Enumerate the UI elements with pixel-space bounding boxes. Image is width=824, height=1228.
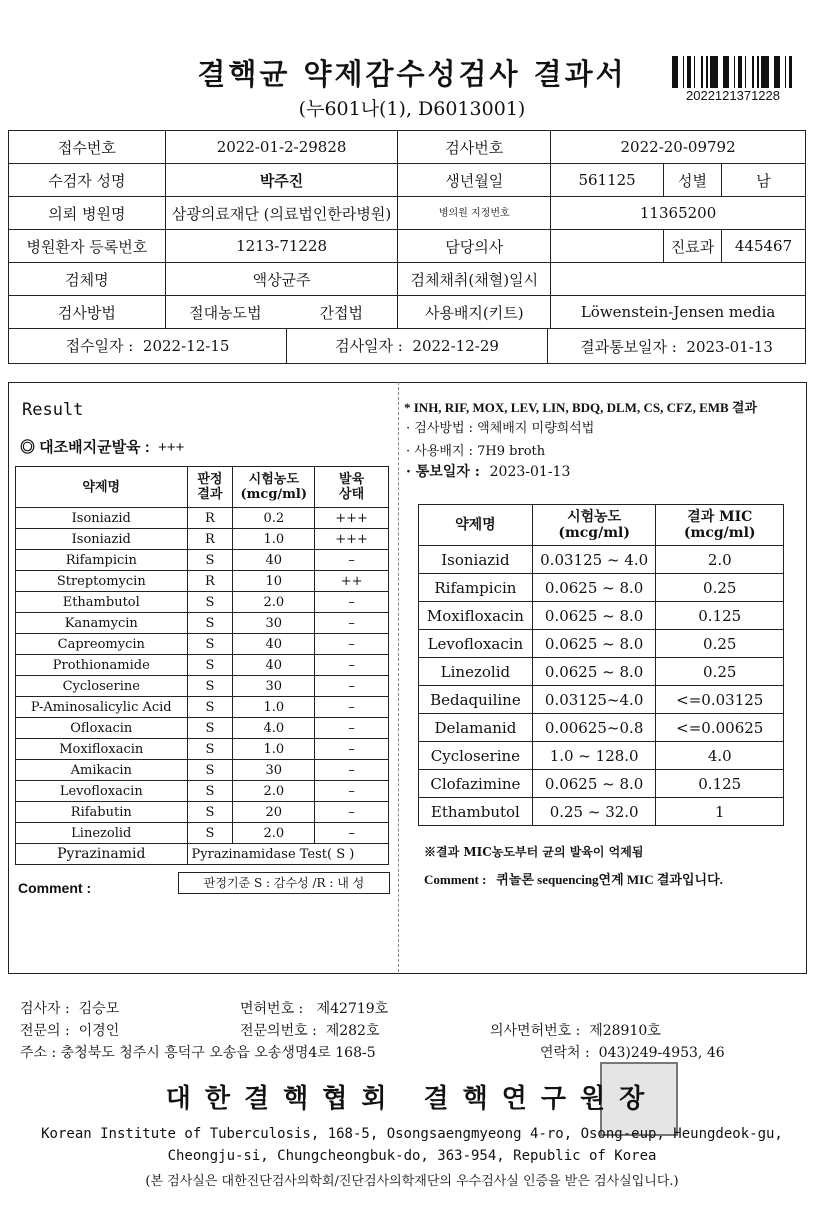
lt-cell-3: – [315, 781, 389, 802]
rt-header-0: 약제명 [419, 505, 533, 546]
table-row [16, 718, 389, 739]
table-row [419, 574, 784, 602]
barcode-bar [757, 56, 759, 88]
rt-cell-0: Rifampicin [419, 574, 533, 602]
lt-cell-2: 20 [233, 802, 315, 823]
sex-value: 남 [721, 164, 805, 197]
lt-cell-1: S [187, 613, 233, 634]
institute-address-en-2: Cheongju-si, Chungcheongbuk-do, 363-954, Republic of Korea [167, 1148, 657, 1164]
rt-cell-1: 1.0 ~ 128.0 [532, 742, 656, 770]
lt-cell-0: Rifampicin [16, 550, 188, 571]
lt-header-3: 발육 상태 [315, 467, 389, 508]
rt-header-2: 결과 MIC (mcg/ml) [656, 505, 784, 546]
lt-cell-1: S [187, 634, 233, 655]
barcode-bar [710, 56, 713, 88]
table-row [419, 798, 784, 826]
table-row [419, 742, 784, 770]
collect-label: 검체채취(채혈)일시 [398, 263, 551, 296]
table-row [16, 697, 389, 718]
rt-cell-0: Bedaquiline [419, 686, 533, 714]
lt-cell-1: S [187, 760, 233, 781]
barcode-bar [672, 56, 675, 88]
lt-cell-1: S [187, 802, 233, 823]
lt-cell-3: – [315, 823, 389, 844]
tester-license: 면허번호 : 제42719호 [240, 1001, 389, 1017]
rt-cell-0: Isoniazid [419, 546, 533, 574]
rt-header-1: 시험농도 (mcg/ml) [532, 505, 656, 546]
hospital-name: 삼광의료재단 (의료법인한라병원) [165, 197, 398, 230]
doctor-license: 의사면허번호 : 제28910호 [490, 1023, 661, 1039]
table-row [419, 602, 784, 630]
receipt-date: 접수일자 : 2022-12-15 [9, 329, 287, 363]
method-2: 간접법 [285, 296, 398, 329]
barcode-bar [774, 56, 777, 88]
lt-cell-1: S [187, 655, 233, 676]
mic-media: · 사용배지 : 7H9 broth [406, 444, 546, 459]
receipt-no-label: 접수번호 [9, 131, 166, 164]
document-title: 결핵균 약제감수성검사 결과서 [197, 57, 627, 91]
rt-cell-0: Cycloserine [419, 742, 533, 770]
rt-cell-2: <=0.03125 [656, 686, 784, 714]
barcode-bar [701, 56, 703, 88]
lt-cell-0: P-Aminosalicylic Acid [16, 697, 188, 718]
rt-cell-2: 0.25 [656, 630, 784, 658]
criteria-box: 판정기준 S : 감수성 /R : 내 성 [178, 872, 390, 894]
table-row [16, 592, 389, 613]
patient-name: 박주진 [165, 164, 398, 197]
specimen-label: 검체명 [9, 263, 166, 296]
lt-cell-3: – [315, 550, 389, 571]
rt-cell-0: Ethambutol [419, 798, 533, 826]
lt-cell-2: 2.0 [233, 592, 315, 613]
lt-cell-0: Isoniazid [16, 529, 188, 550]
table-row [16, 571, 389, 592]
barcode-bar [687, 56, 690, 88]
table-row [16, 781, 389, 802]
lt-cell-2: 30 [233, 760, 315, 781]
table-row [16, 739, 389, 760]
divider [398, 382, 399, 972]
media-label: 사용배지(키트) [398, 296, 551, 329]
sex-label: 성별 [664, 164, 722, 197]
lt-cell-2: 30 [233, 613, 315, 634]
lt-cell-3: – [315, 613, 389, 634]
left-comment-label: Comment : [18, 880, 92, 896]
lt-cell-0: Capreomycin [16, 634, 188, 655]
doctor-name [551, 230, 664, 263]
lt-cell-0: Isoniazid [16, 508, 188, 529]
lt-cell-2: 1.0 [233, 739, 315, 760]
test-date: 검사일자 : 2022-12-29 [287, 329, 548, 363]
barcode-bar [690, 56, 691, 88]
table-row [16, 550, 389, 571]
table-row [16, 760, 389, 781]
barcode-bar [734, 56, 735, 88]
lt-cell-1: S [187, 550, 233, 571]
rt-cell-1: 0.03125~4.0 [532, 686, 656, 714]
rt-cell-0: Clofazimine [419, 770, 533, 798]
tester: 검사자 : 김승모 [20, 1001, 120, 1017]
barcode-image [672, 56, 792, 88]
table-row [16, 676, 389, 697]
rt-cell-1: 0.00625~0.8 [532, 714, 656, 742]
specialist: 전문의 : 이경인 [20, 1023, 120, 1039]
lt-cell-0: Moxifloxacin [16, 739, 188, 760]
lt-cell-3: – [315, 697, 389, 718]
rt-cell-2: 1 [656, 798, 784, 826]
barcode-bar [785, 56, 786, 88]
lt-cell-1: S [187, 697, 233, 718]
rt-cell-2: 0.25 [656, 658, 784, 686]
lt-cell-1: S [187, 592, 233, 613]
method-1: 절대농도법 [165, 296, 285, 329]
specimen-value: 액상균주 [165, 263, 398, 296]
test-no-label: 검사번호 [398, 131, 551, 164]
lt-cell-3: – [315, 760, 389, 781]
table-row [16, 613, 389, 634]
rt-cell-2: 0.125 [656, 770, 784, 798]
lt-cell-0: Streptomycin [16, 571, 188, 592]
lt-cell-1: R [187, 571, 233, 592]
media-value: Löwenstein-Jensen media [551, 296, 806, 329]
barcode-number: 2022121371228 [686, 88, 780, 103]
barcode-bar [764, 56, 766, 88]
lt-cell-2: 1.0 [233, 529, 315, 550]
barcode-bar [715, 56, 718, 88]
lt-cell-3: – [315, 634, 389, 655]
dept-label: 진료과 [664, 230, 722, 263]
certification-note: (본 검사실은 대한진단검사의학회/진단검사의학재단의 우수검사실 인증을 받은 검사실입니다.) [145, 1174, 679, 1189]
method-label: 검사방법 [9, 296, 166, 329]
lt-cell-3: – [315, 676, 389, 697]
lt-cell-0: Levofloxacin [16, 781, 188, 802]
table-row [16, 634, 389, 655]
test-no: 2022-20-09792 [551, 131, 806, 164]
reg-no-label: 병원환자 등록번호 [9, 230, 166, 263]
address: 주소 : 충청북도 청주시 흥덕구 오송읍 오송생명4로 168-5 [20, 1045, 376, 1061]
table-row [16, 508, 389, 529]
pza-result: Pyrazinamidase Test( S ) [187, 844, 388, 865]
barcode-bar [745, 56, 746, 88]
lt-cell-0: Kanamycin [16, 613, 188, 634]
lt-cell-2: 1.0 [233, 697, 315, 718]
lt-cell-2: 0.2 [233, 508, 315, 529]
lt-header-1: 판정 결과 [187, 467, 233, 508]
reg-no: 1213-71228 [165, 230, 398, 263]
lt-cell-2: 40 [233, 655, 315, 676]
mic-method: · 검사방법 : 액체배지 미량희석법 [406, 421, 595, 436]
hospital-code-label: 병의원 지정번호 [398, 197, 551, 230]
lt-cell-0: Ofloxacin [16, 718, 188, 739]
lt-cell-1: S [187, 781, 233, 802]
rt-cell-1: 0.0625 ~ 8.0 [532, 630, 656, 658]
pza-name: Pyrazinamid [16, 844, 188, 865]
rt-cell-2: 2.0 [656, 546, 784, 574]
lt-cell-0: Prothionamide [16, 655, 188, 676]
rt-cell-1: 0.0625 ~ 8.0 [532, 602, 656, 630]
document-code: (누601나(1), D6013001) [298, 98, 526, 120]
rt-cell-1: 0.0625 ~ 8.0 [532, 658, 656, 686]
patient-info-table [8, 130, 806, 364]
barcode-bar [675, 56, 678, 88]
barcode-bar [694, 56, 695, 88]
barcode-bar [752, 56, 754, 88]
lt-cell-2: 40 [233, 634, 315, 655]
lt-cell-1: R [187, 529, 233, 550]
barcode-bar [789, 56, 792, 88]
rt-cell-1: 0.25 ~ 32.0 [532, 798, 656, 826]
table-row [419, 546, 784, 574]
table-row [16, 802, 389, 823]
doctor-label: 담당의사 [398, 230, 551, 263]
lt-cell-3: – [315, 592, 389, 613]
rt-cell-1: 0.0625 ~ 8.0 [532, 770, 656, 798]
lt-header-0: 약제명 [16, 467, 188, 508]
contact: 연락처 : 043)249-4953, 46 [540, 1045, 725, 1061]
mic-note-title: * INH, RIF, MOX, LEV, LIN, BDQ, DLM, CS, CFZ, EMB 결과 [404, 400, 758, 415]
rt-cell-2: <=0.00625 [656, 714, 784, 742]
mic-report-date: · 통보일자 : 2023-01-13 [406, 464, 571, 480]
barcode-bar [777, 56, 780, 88]
rt-cell-0: Levofloxacin [419, 630, 533, 658]
lt-cell-1: S [187, 739, 233, 760]
lt-cell-1: S [187, 823, 233, 844]
rt-cell-1: 0.03125 ~ 4.0 [532, 546, 656, 574]
lt-cell-2: 10 [233, 571, 315, 592]
lt-cell-3: – [315, 655, 389, 676]
institute-name: 대한결핵협회 결핵연구원장 [165, 1084, 659, 1114]
patient-name-label: 수검자 성명 [9, 164, 166, 197]
table-row [16, 655, 389, 676]
barcode-bar [726, 56, 729, 88]
lt-cell-1: S [187, 676, 233, 697]
barcode-bar [761, 56, 764, 88]
rt-cell-0: Linezolid [419, 658, 533, 686]
lt-cell-0: Cycloserine [16, 676, 188, 697]
rt-cell-0: Delamanid [419, 714, 533, 742]
barcode-bar [766, 56, 769, 88]
barcode-bar [683, 56, 684, 88]
lt-cell-3: +++ [315, 529, 389, 550]
mic-inhibit-note: ※결과 MIC농도부터 균의 발육이 억제됨 [424, 845, 644, 859]
barcode-bar [741, 56, 742, 88]
rt-cell-1: 0.0625 ~ 8.0 [532, 574, 656, 602]
collect-value [551, 263, 806, 296]
rt-cell-2: 0.125 [656, 602, 784, 630]
table-row [419, 658, 784, 686]
receipt-no: 2022-01-2-29828 [165, 131, 398, 164]
hospital-code: 11365200 [551, 197, 806, 230]
institute-address-en-1: Korean Institute of Tuberculosis, 168-5, Osongsaengmyeong 4-ro, Osong-eup, Heungdeok-gu, [41, 1126, 783, 1142]
barcode-bar [713, 56, 715, 88]
dept-value: 445467 [721, 230, 805, 263]
barcode-bar [706, 56, 708, 88]
lt-cell-0: Ethambutol [16, 592, 188, 613]
table-row [419, 770, 784, 798]
rt-cell-2: 4.0 [656, 742, 784, 770]
lt-cell-2: 2.0 [233, 823, 315, 844]
lt-header-2: 시험농도 (mcg/ml) [233, 467, 315, 508]
lt-cell-0: Linezolid [16, 823, 188, 844]
table-row [419, 686, 784, 714]
lt-cell-2: 40 [233, 550, 315, 571]
birth-date: 561125 [551, 164, 664, 197]
lt-cell-1: S [187, 718, 233, 739]
lt-cell-3: ++ [315, 571, 389, 592]
dates-row [9, 329, 806, 364]
birth-label: 생년월일 [398, 164, 551, 197]
barcode-bar [723, 56, 726, 88]
lt-cell-2: 4.0 [233, 718, 315, 739]
lt-cell-0: Rifabutin [16, 802, 188, 823]
lt-cell-3: +++ [315, 508, 389, 529]
rt-cell-0: Moxifloxacin [419, 602, 533, 630]
lt-cell-3: – [315, 739, 389, 760]
rt-cell-2: 0.25 [656, 574, 784, 602]
solid-media-results-table [15, 466, 389, 865]
table-row [419, 714, 784, 742]
lt-cell-1: R [187, 508, 233, 529]
lt-cell-2: 2.0 [233, 781, 315, 802]
barcode-bar [738, 56, 741, 88]
lt-cell-3: – [315, 718, 389, 739]
lt-cell-0: Amikacin [16, 760, 188, 781]
control-growth: ◎ 대조배지균발육 : +++ [20, 439, 185, 456]
lt-cell-3: – [315, 802, 389, 823]
specialist-number: 전문의번호 : 제282호 [240, 1023, 380, 1039]
table-row [16, 823, 389, 844]
right-comment: Comment : 퀴놀론 sequencing연계 MIC 결과입니다. [424, 872, 723, 887]
hospital-label: 의뢰 병원명 [9, 197, 166, 230]
table-row [419, 630, 784, 658]
lt-cell-2: 30 [233, 676, 315, 697]
result-heading: Result [22, 400, 84, 420]
mic-results-table [418, 504, 784, 826]
table-row [16, 529, 389, 550]
report-date: 결과통보일자 : 2023-01-13 [580, 337, 773, 356]
